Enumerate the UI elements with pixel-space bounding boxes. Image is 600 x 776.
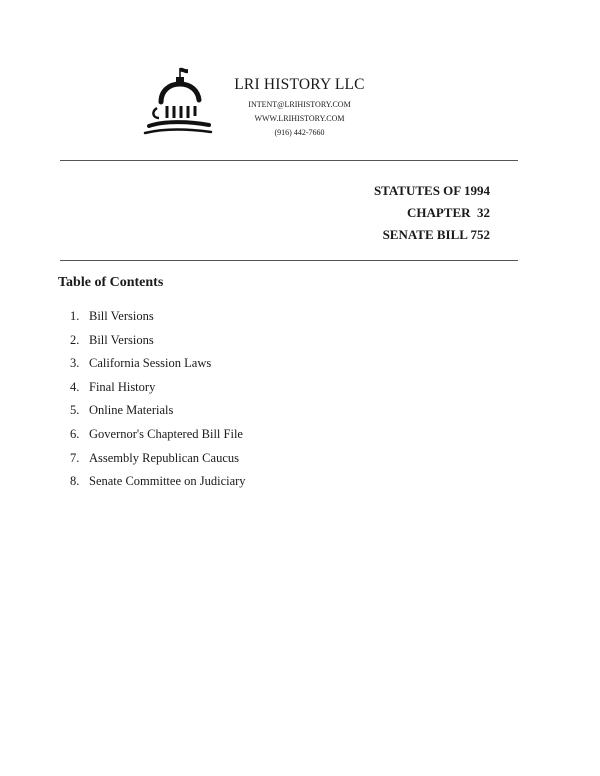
toc-item-label: Governor's Chaptered Bill File [89,426,243,441]
top-divider [60,160,518,161]
toc-item-number: 5. [70,403,80,418]
capitol-dome-logo [143,64,213,138]
toc-item[interactable] [70,377,246,401]
toc-item-number: 2. [70,332,80,347]
toc-item-number: 4. [70,379,80,394]
toc-item-number: 6. [70,426,80,441]
toc-item[interactable] [70,353,246,377]
toc-item-label: Bill Versions [89,309,154,323]
toc-item[interactable] [70,400,246,424]
toc-item-number: 8. [70,474,80,489]
toc-item[interactable] [70,448,246,472]
company-name: LRI HISTORY LLC [234,76,365,93]
toc-item[interactable] [70,424,246,448]
toc-item[interactable] [70,306,246,330]
toc-item-label: Senate Committee on Judiciary [89,474,246,489]
toc-item-number: 7. [70,450,80,465]
phone-number: (916) 442-7660 [274,128,325,137]
toc-list [70,306,246,495]
statutes-year: STATUTES OF 1994 [373,183,490,198]
bottom-divider [60,260,518,261]
toc-item-label: California Session Laws [89,356,212,371]
toc-item-label: Bill Versions [89,332,154,347]
senate-bill-number: SENATE BILL 752 [382,227,490,242]
website-url: WWW.LRIHISTORY.COM [254,114,345,123]
toc-item-label: Online Materials [89,403,174,418]
toc-item-label: Final History [89,379,156,394]
toc-item[interactable] [70,471,246,495]
letterhead [222,76,377,140]
toc-item[interactable] [70,330,246,354]
toc-item-number: 3. [70,356,80,371]
toc-title: Table of Contents [58,275,164,290]
toc-item-number: 1. [70,309,80,323]
email-address: INTENT@LRIHISTORY.COM [248,100,351,109]
chapter-number: CHAPTER 32 [406,205,490,220]
statutes-block [374,180,490,246]
toc-item-label: Assembly Republican Caucus [89,450,239,465]
